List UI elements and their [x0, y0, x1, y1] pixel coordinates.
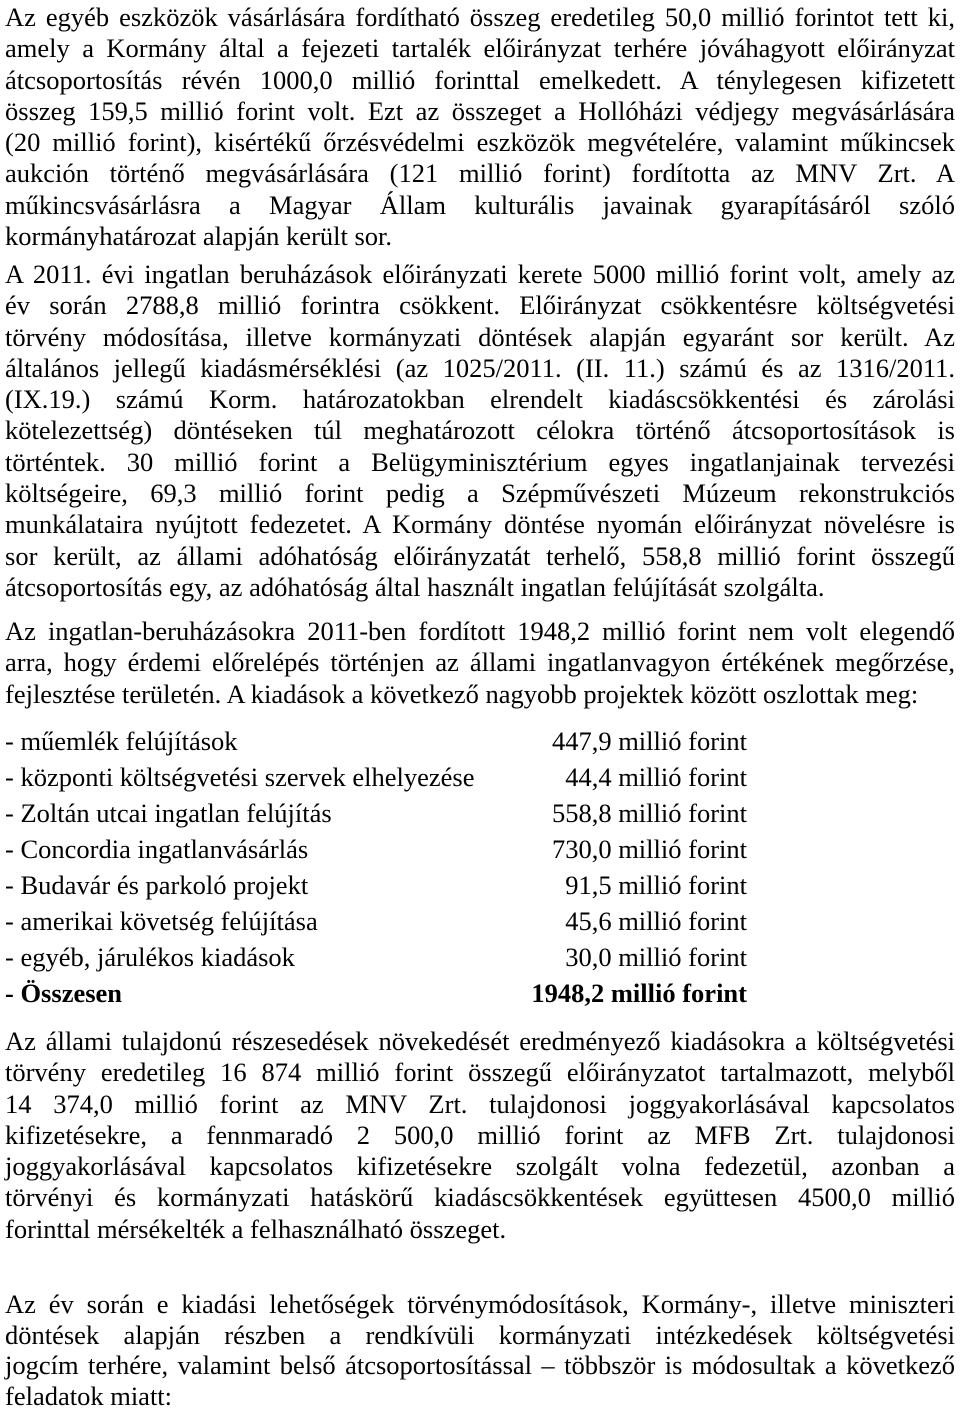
text-line: arra, hogy érdemi előrelépés történjen az állami ingatlanvagyon értékének megőrzése,	[5, 647, 955, 678]
text-line: Az ingatlan-beruházásokra 2011-ben fordított 1948,2 millió forint nem volt elegendő	[5, 616, 955, 646]
text-line: törvény módosítása, illetve kormányzati döntések alapján egyaránt sor került. Az	[5, 321, 955, 352]
text-line: műkincsvásárlásra a Magyar Állam kulturális javainak gyarapításáról szóló	[5, 189, 955, 220]
text-line: joggyakorlásával kapcsolatos kifizetésekre szolgált volna fedezetül, azonban a	[5, 1151, 955, 1182]
project-row	[5, 723, 747, 759]
project-name: - Concordia ingatlanvásárlás	[5, 834, 309, 864]
text-line: (IX.19.) számú Korm. határozatokban elrendelt kiadáscsökkentési és zárolási	[5, 384, 955, 415]
text-line: év során 2788,8 millió forintra csökkent. Előirányzat csökkentésre költségvetési	[5, 290, 955, 321]
text-line: fejlesztése területén. A kiadások a következő nagyobb projektek között oszlottak meg:	[5, 678, 919, 709]
paragraph-real-estate-budget	[5, 259, 955, 603]
text-line: kormányhatározat alapján került sor.	[5, 221, 393, 252]
project-row	[5, 831, 747, 867]
project-row	[5, 795, 747, 831]
total-label: - Összesen	[5, 978, 123, 1008]
text-line: összeg 159,5 millió forint volt. Ezt az összeget a Hollóházi védjegy megvásárlására	[5, 95, 955, 126]
text-line: költségeire, 69,3 millió forint pedig a Szépművészeti Múzeum rekonstrukciós	[5, 478, 955, 509]
project-amount: 91,5 millió forint	[565, 870, 747, 900]
text-line: 14 374,0 millió forint az MNV Zrt. tulajdonosi joggyakorlásával kapcsolatos	[5, 1088, 955, 1119]
project-name: - műemlék felújítások	[5, 726, 238, 756]
text-line: sor került, az állami adóhatóság előirányzatát terhelő, 558,8 millió forint összegű	[5, 540, 955, 571]
project-name: - amerikai követség felújítása	[5, 906, 318, 936]
paragraph-modifications	[5, 1289, 955, 1411]
text-line: átcsoportosítás révén 1000,0 millió forinttal emelkedett. A ténylegesen kifizetett	[5, 64, 955, 95]
text-line: forinttal mérsékelték a felhasználható összeget.	[5, 1213, 507, 1244]
text-line: átcsoportosítás egy, az adóhatóság által használt ingatlan felújítását szolgálta.	[5, 571, 825, 602]
text-line: általános jellegű kiadásmérséklési (az 1025/2011. (II. 11.) számú és az 1316/2011.	[5, 352, 955, 383]
total-amount: 1948,2 millió forint	[531, 978, 747, 1008]
paragraph-state-shares	[5, 1026, 955, 1245]
project-amount: 447,9 millió forint	[551, 726, 747, 756]
project-name: - Budavár és parkoló projekt	[5, 870, 309, 900]
text-line: Az állami tulajdonú részesedések növekedését eredményező kiadásokra a költségvetési	[5, 1026, 955, 1056]
text-line: (20 millió forint), kisértékű őrzésvédelmi eszközök megvételére, valamint műkincsek	[5, 127, 955, 158]
text-line: feladatok miatt:	[5, 1380, 173, 1411]
text-line: Az év során e kiadási lehetőségek törvénymódosítások, Kormány-, illetve miniszteri	[5, 1289, 955, 1319]
project-amount: 558,8 millió forint	[551, 798, 747, 828]
text-line: törvény eredetileg 16 874 millió forint összegű előirányzatot tartalmazott, melyből	[5, 1057, 955, 1088]
text-line: döntések alapján részben a rendkívüli kormányzati intézkedések költségvetési	[5, 1319, 955, 1350]
project-amount: 44,4 millió forint	[565, 762, 747, 792]
text-line: amely a Kormány által a fejezeti tartalék előirányzat terhére jóváhagyott előirányzat	[5, 33, 955, 64]
paragraph-other-assets	[5, 2, 955, 252]
project-name: - központi költségvetési szervek elhelyezése	[5, 762, 475, 792]
text-line: munkálataira nyújtott fedezetet. A Kormány döntése nyomán előirányzat növelésre is	[5, 509, 955, 540]
text-line: jogcím terhére, valamint belső átcsoportosítással – többször is módosultak a következő	[5, 1350, 955, 1380]
text-line: történtek. 30 millió forint a Belügyminisztérium egyes ingatlanjainak tervezési	[5, 446, 955, 477]
project-row	[5, 939, 747, 975]
text-line: kifizetésekre, a fennmaradó 2 500,0 millió forint az MFB Zrt. tulajdonosi	[5, 1119, 955, 1150]
project-amount: 45,6 millió forint	[565, 906, 747, 936]
total-row	[5, 975, 747, 1011]
text-line: kötelezettség) döntéseken túl meghatározott célokra történő átcsoportosítások is	[5, 415, 955, 446]
project-amount: 730,0 millió forint	[551, 834, 747, 864]
project-row	[5, 867, 747, 903]
project-name: - Zoltán utcai ingatlan felújítás	[5, 798, 332, 828]
text-line: törvényi és kormányzati hatáskörű kiadáscsökkentések együttesen 4500,0 millió	[5, 1182, 955, 1213]
text-line: Az egyéb eszközök vásárlására fordítható összeg eredetileg 50,0 millió forintot tett ki,	[5, 2, 955, 32]
project-row	[5, 759, 747, 795]
text-line: A 2011. évi ingatlan beruházások előirányzati kerete 5000 millió forint volt, amely az	[5, 259, 955, 289]
projects-table	[5, 723, 747, 1011]
text-line: aukción történő megvásárlására (121 millió forint) fordította az MNV Zrt. A	[5, 158, 955, 189]
project-amount: 30,0 millió forint	[565, 942, 747, 972]
paragraph-investment-spending	[5, 616, 955, 710]
project-name: - egyéb, járulékos kiadások	[5, 942, 295, 972]
project-row	[5, 903, 747, 939]
